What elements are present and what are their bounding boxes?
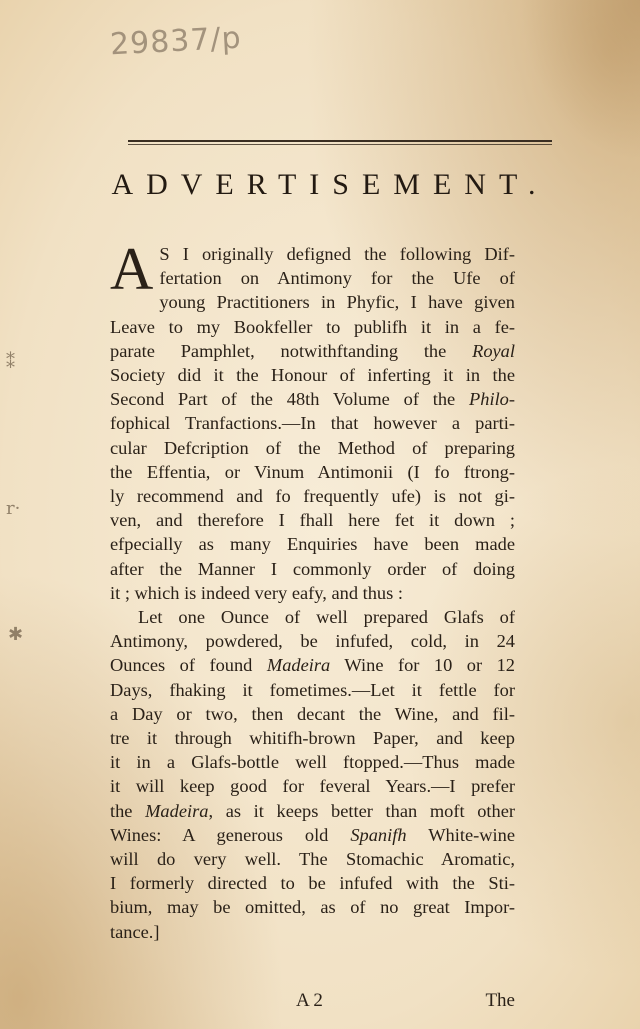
text-fragment: the — [110, 800, 133, 821]
text-fragment: Ounces of found — [110, 655, 253, 676]
header-rule-thin — [128, 144, 552, 145]
text-line: will do very well. The Stomachic Aromatic, — [110, 849, 515, 870]
margin-mark: r· — [6, 498, 21, 519]
text-line: Days, fhaking it fometimes.—Let it fettle for — [110, 679, 515, 700]
page-title: ADVERTISEMENT. — [111, 168, 549, 201]
text-line: Society did it the Honour of inferting it in the — [110, 365, 515, 386]
text-line: Let one Ounce of well prepared Glafs of — [138, 607, 515, 628]
text-line — [110, 339, 515, 363]
header-rule — [128, 140, 552, 142]
text-line: Antimony, powdered, be infufed, cold, in 24 — [110, 631, 515, 652]
text-line — [110, 387, 515, 411]
italic-madeira: Madeira — [266, 655, 331, 676]
text-line: cular Defcription of the Method of preparing — [110, 437, 515, 458]
text-fragment: parate Pamphlet, notwithftanding the — [110, 340, 447, 361]
text-line — [110, 799, 515, 823]
text-line: S I originally defigned the following Dif- — [159, 244, 515, 264]
text-line: I formerly directed to be infufed with the Sti- — [110, 873, 515, 894]
text-line: fophical Tranfactions.—In that however a parti- — [110, 413, 515, 434]
text-line: the Effentia, or Vinum Antimonii (I fo ftrong- — [110, 461, 515, 482]
text-line: after the Manner I commonly order of doing — [110, 558, 515, 579]
text-fragment: Second Part of the 48th Volume of the — [110, 389, 456, 410]
text-line: Leave to my Bookfeller to publifh it in a fe- — [110, 316, 515, 337]
italic-royal: Royal — [472, 340, 515, 361]
text-line: ven, and therefore I fhall here fet it down ; — [110, 510, 515, 531]
body-text — [110, 236, 516, 944]
text-line — [110, 653, 515, 677]
text-line — [110, 823, 515, 847]
text-line: it ; which is indeed very eafy, and thus : — [110, 582, 403, 603]
italic-madeira: Madeira — [145, 800, 209, 821]
text-line: it in a Glafs-bottle well ftopped.—Thus made — [110, 752, 515, 773]
text-line: a Day or two, then decant the Wine, and fil- — [110, 703, 515, 724]
text-line: fertation on Antimony for the Ufe of — [159, 268, 515, 289]
margin-mark: ⁑ — [6, 352, 15, 373]
italic-philo: Philo- — [469, 389, 515, 410]
text-fragment: White-wine — [428, 824, 515, 845]
text-fragment: Wines: A generous old — [110, 824, 329, 845]
text-fragment: , as it keeps better than moft other — [208, 800, 515, 821]
shelfmark: 29837/p — [109, 20, 243, 63]
text-line: bium, may be omitted, as of no great Impor- — [110, 897, 515, 918]
text-line: young Practitioners in Phyfic, I have given — [159, 292, 515, 313]
signature-mark: A 2 — [296, 990, 323, 1011]
text-line: it will keep good for feveral Years.—I prefer — [110, 776, 515, 797]
italic-spanish: Spanifh — [350, 824, 407, 845]
catchword: The — [485, 990, 515, 1011]
drop-cap: A — [110, 236, 154, 302]
text-fragment: Wine for 10 or 12 — [344, 655, 516, 676]
text-line: tance.] — [110, 921, 160, 942]
text-line: ly recommend and fo frequently ufe) is not gi- — [110, 486, 515, 507]
text-line: tre it through whitifh-brown Paper, and keep — [110, 728, 515, 749]
paper-stain — [520, 0, 640, 160]
margin-mark: ✱ — [8, 624, 24, 645]
text-line: efpecially as many Enquiries have been made — [110, 534, 515, 555]
